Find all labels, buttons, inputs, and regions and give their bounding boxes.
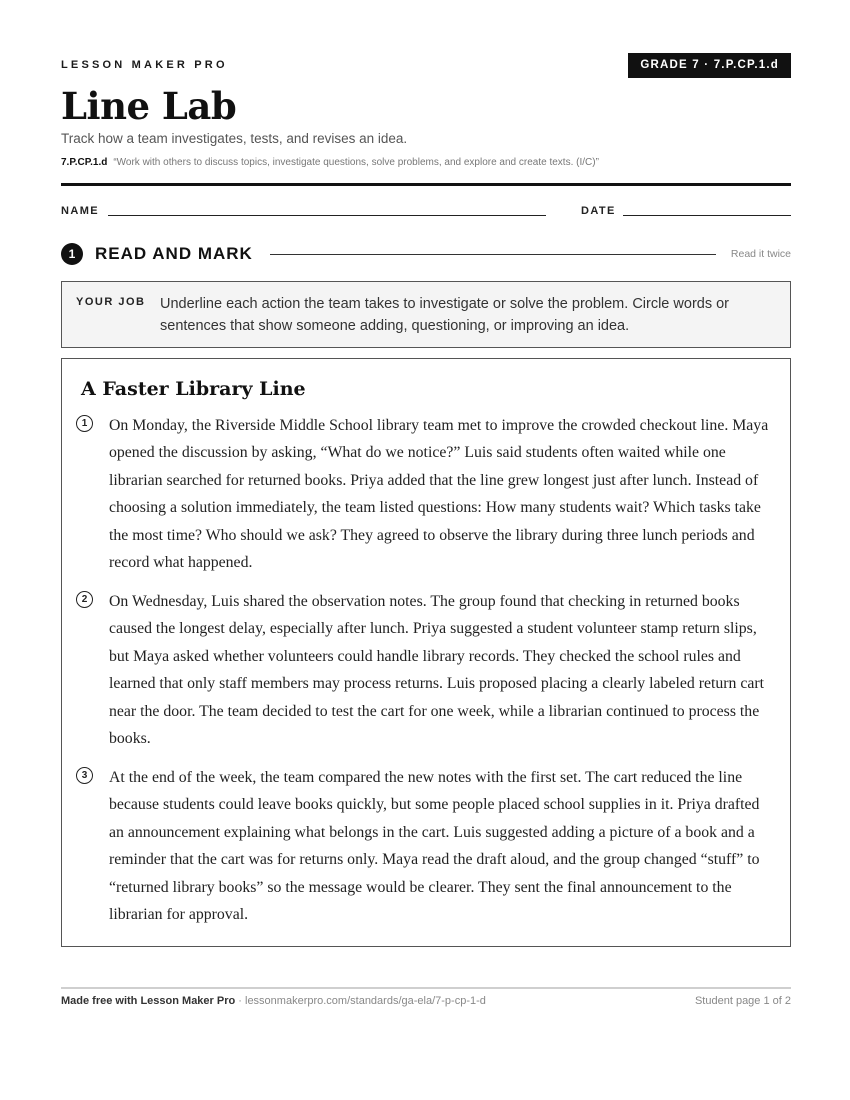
section-title: READ AND MARK xyxy=(95,244,253,263)
date-label: DATE xyxy=(581,205,616,217)
standard-code: 7.P.CP.1.d xyxy=(61,157,108,168)
standard-text: “Work with others to discuss topics, investigate questions, solve problems, and explore and create texts. (I/C)” xyxy=(113,157,599,168)
passage-title: A Faster Library Line xyxy=(81,378,306,400)
passage-paragraph: At the end of the week, the team compared the new notes with the first set. The cart reduced the line because students could leave books quickly, but some people placed school supplies in it. Priya drafted an announcement explaining what belongs in the cart. Luis suggested adding a picture of a book and a reminder that the cart was for returns only. Maya read the draft aloud, and the group changed “stuff” to “returned library books” so the message would be clearer. They sent the final announcement to the librarian for approval. xyxy=(109,769,760,924)
page-number: Student page 1 of 2 xyxy=(694,995,791,1007)
paragraph-number: 1 xyxy=(76,415,93,432)
passage-paragraph: On Monday, the Riverside Middle School library team met to improve the crowded checkout line. Maya opened the discussion by asking, “What do we notice?” Luis said students often waited while one librarian searched for returned books. Priya added that the line grew longest just after lunch. Instead of choosing a solution immediately, the team listed questions: How many students wait? Which tasks take the most time? Who should we ask? They agreed to observe the library during three lunch periods and record what happened. xyxy=(109,417,769,572)
page-subtitle: Track how a team investigates, tests, and revises an idea. xyxy=(61,131,408,146)
footer-credit xyxy=(61,995,486,1007)
name-field[interactable] xyxy=(108,215,546,216)
paragraph-number: 3 xyxy=(76,767,93,784)
passage-box xyxy=(61,358,791,947)
paragraph-number: 2 xyxy=(76,591,93,608)
footer-url[interactable]: · lessonmakerpro.com/standards/ga-ela/7-p-cp-1-d xyxy=(235,995,486,1007)
footer-divider xyxy=(61,987,791,989)
passage-paragraph: On Wednesday, Luis shared the observation notes. The group found that checking in returned books caused the longest delay, especially after lunch. Priya suggested a student volunteer stamp return slips, but Maya asked whether volunteers could handle library records. They checked the school rules and learned that only staff members may process returns. Luis proposed placing a clearly labeled return cart near the door. The team decided to test the cart for one week, while a librarian continued to process the books. xyxy=(109,593,765,748)
section-divider xyxy=(270,254,716,255)
footer-brand: Made free with Lesson Maker Pro xyxy=(61,995,236,1007)
date-field[interactable] xyxy=(623,215,791,216)
instructions-box xyxy=(61,281,791,348)
brand-name: LESSON MAKER PRO xyxy=(61,59,228,71)
instructions-label: YOUR JOB xyxy=(76,296,146,308)
grade-badge: GRADE 7 · 7.P.CP.1.d xyxy=(628,53,791,78)
page-title: Line Lab xyxy=(61,84,237,128)
section-note: Read it twice xyxy=(730,248,791,260)
standard-line xyxy=(61,157,599,168)
header-divider xyxy=(61,183,791,186)
instructions-text: Underline each action the team takes to investigate or solve the problem. Circle words or sentences that show someone adding, questioning, or improving an idea. xyxy=(160,296,730,334)
step-number-badge: 1 xyxy=(61,243,83,265)
name-label: NAME xyxy=(61,205,99,217)
